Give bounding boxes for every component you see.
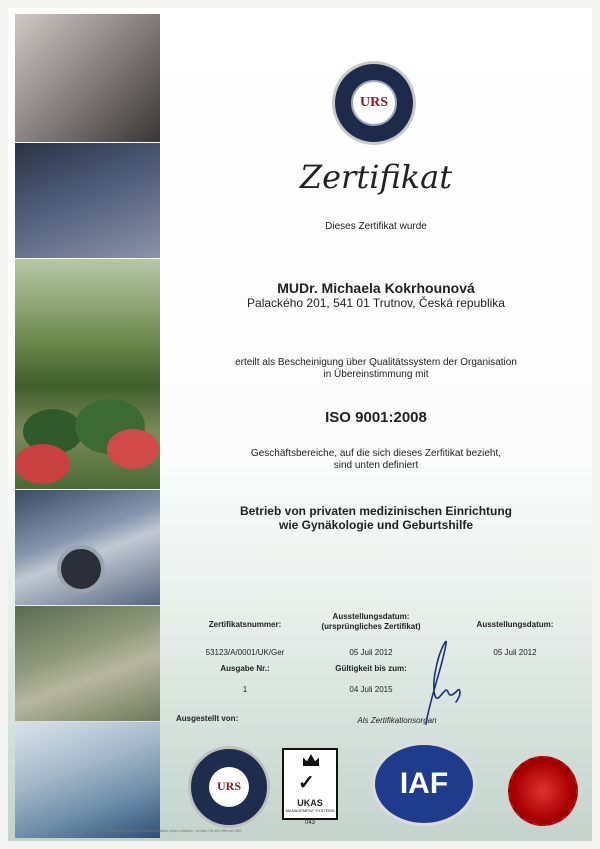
certificate-page: [8, 8, 592, 841]
doctor-photo: [15, 722, 160, 838]
workers-photo: [15, 606, 160, 721]
iso-standard: ISO 9001:2008: [325, 409, 427, 426]
issued-by-label: Ausgestellt von:: [176, 714, 239, 723]
car-photo: [15, 490, 160, 605]
scope-line-2: sind unten definiert: [333, 460, 419, 471]
original-issue-sublabel: (ursprüngliches Zertifikat): [321, 622, 421, 631]
airplane-photo: [15, 143, 160, 258]
description-line-1: erteilt als Bescheinigung über Qualitätssystem der Organisation: [235, 357, 517, 368]
crown-icon: [303, 754, 319, 766]
urs-logo-text: URS: [359, 95, 388, 110]
ukas-number: 043: [304, 820, 315, 826]
issue-date-label: Ausstellungsdatum:: [476, 620, 554, 629]
urs-logo: [332, 61, 416, 145]
cert-number-label: Zertifikatsnummer:: [208, 620, 282, 629]
edition-value: 1: [242, 685, 248, 694]
iaf-logo: [372, 742, 476, 826]
authority-label: Als Zertifikationsorgan: [357, 716, 437, 725]
laptop-photo: [15, 14, 160, 142]
ukas-label: UKAS: [297, 798, 323, 808]
holder-address: Palackého 201, 541 01 Trutnov, Česká republika: [247, 296, 505, 310]
urs-seal-text: URS: [216, 779, 241, 793]
description-line-2: in Übereinstimmung mit: [323, 369, 429, 380]
intro-text: Dieses Zertifikat wurde: [325, 221, 427, 232]
cert-number: 53123/A/0001/UK/Ger: [205, 648, 285, 657]
business-line-2: wie Gynäkologie und Geburtshilfe: [278, 518, 474, 532]
original-issue-date: 05 Juli 2012: [349, 648, 393, 657]
footer-text: Falls Sie die Echtheit dieses Zertifikats prüfen möchten, wenden Sie sich bitte an URS.: [108, 829, 243, 833]
photo-strip: [15, 14, 160, 838]
scope-line-1: Geschäftsbereiche, auf die sich dieses Zerfitikat bezieht,: [250, 448, 502, 459]
original-issue-label: Ausstellungsdatum:: [332, 612, 410, 621]
holder-name: MUDr. Michaela Kokrhounová: [277, 280, 475, 296]
checkmark-icon: ✓: [298, 772, 315, 794]
red-wax-seal: [508, 756, 578, 826]
issue-date: 05 Juli 2012: [493, 648, 537, 657]
certificate-title: Zertifikat: [299, 158, 453, 196]
iaf-text: IAF: [399, 767, 449, 800]
edition-label: Ausgabe Nr.:: [220, 664, 270, 673]
urs-iso9001-seal: [188, 746, 270, 828]
valid-until-date: 04 Juli 2015: [349, 685, 393, 694]
valid-until-label: Gültigkeit bis zum:: [335, 664, 407, 673]
ukas-logo: [282, 748, 338, 820]
business-line-1: Betrieb von privaten medizinischen Einrichtung: [239, 504, 513, 518]
market-photo: [15, 259, 160, 489]
ukas-sublabel: MANAGEMENT SYSTEMS: [285, 808, 335, 813]
signature: [412, 638, 472, 728]
